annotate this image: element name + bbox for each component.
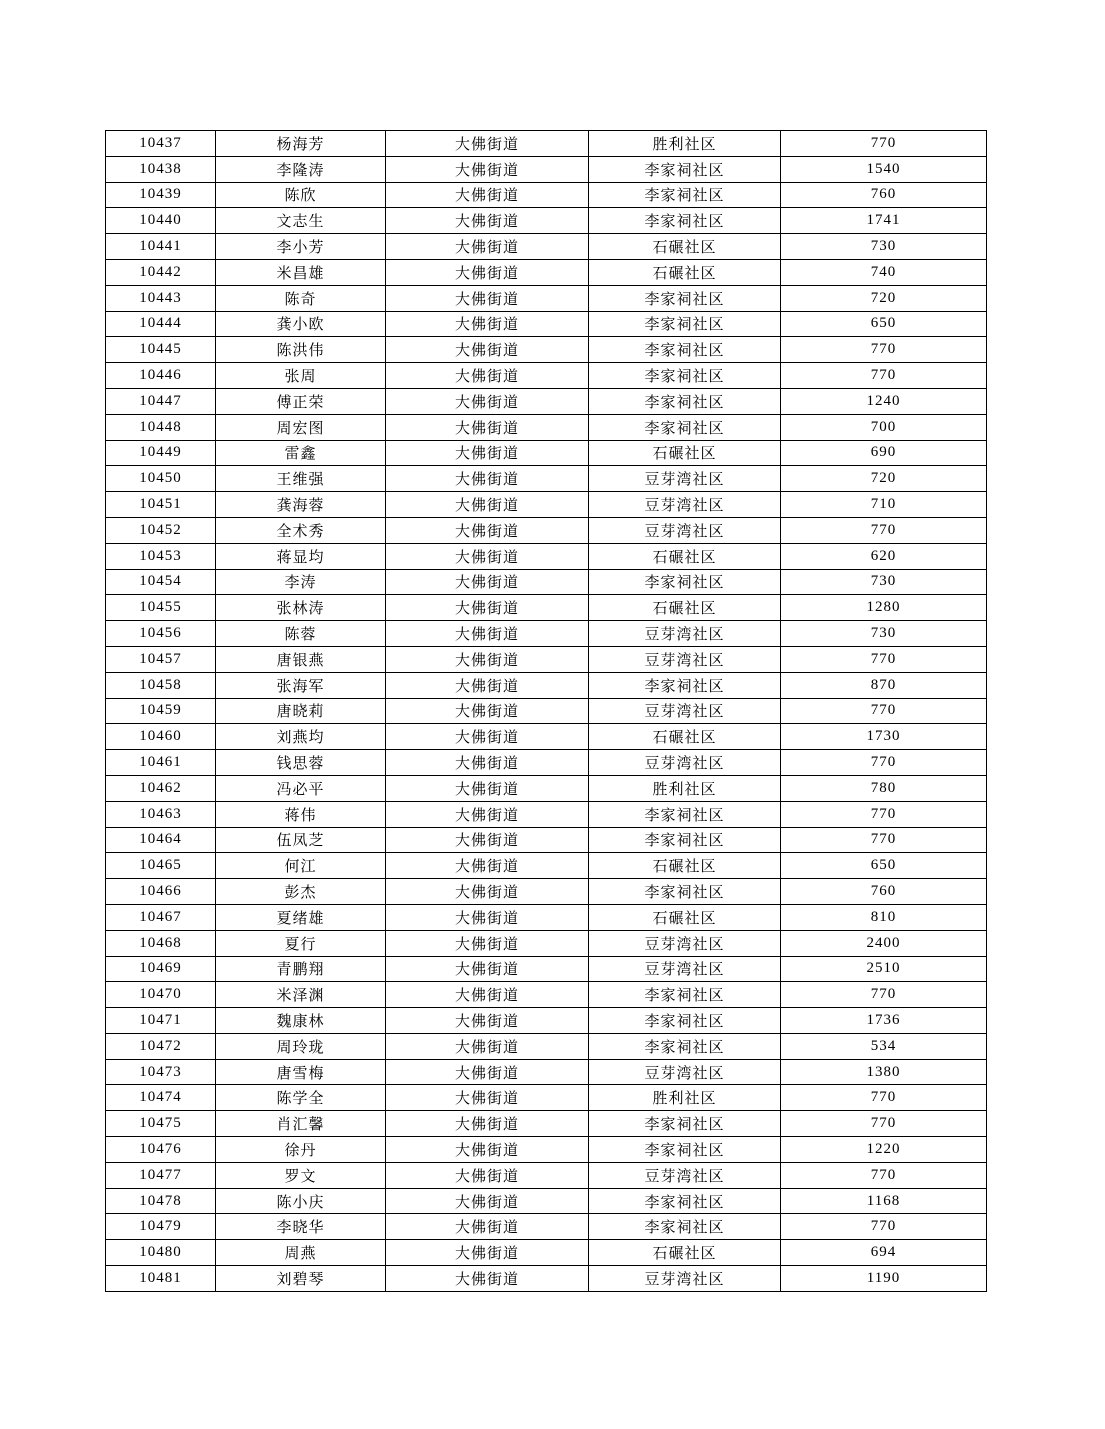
cell-community: 石碾社区 [589, 543, 781, 569]
cell-community: 李家祠社区 [589, 1214, 781, 1240]
table-row [106, 775, 987, 801]
table-row [106, 234, 987, 260]
cell-row-id: 10457 [106, 646, 216, 672]
cell-amount: 1280 [781, 595, 987, 621]
cell-community: 李家祠社区 [589, 672, 781, 698]
cell-person-name: 陈奇 [216, 285, 386, 311]
cell-street: 大佛街道 [386, 1266, 589, 1292]
cell-community: 石碾社区 [589, 853, 781, 879]
cell-amount: 2400 [781, 930, 987, 956]
cell-person-name: 张林涛 [216, 595, 386, 621]
cell-person-name: 李小芳 [216, 234, 386, 260]
cell-street: 大佛街道 [386, 234, 589, 260]
cell-street: 大佛街道 [386, 646, 589, 672]
cell-amount: 2510 [781, 956, 987, 982]
cell-person-name: 陈小庆 [216, 1188, 386, 1214]
cell-person-name: 陈蓉 [216, 621, 386, 647]
cell-row-id: 10458 [106, 672, 216, 698]
cell-amount: 1240 [781, 388, 987, 414]
cell-street: 大佛街道 [386, 853, 589, 879]
table-row [106, 956, 987, 982]
cell-community: 李家祠社区 [589, 285, 781, 311]
cell-street: 大佛街道 [386, 1008, 589, 1034]
cell-amount: 730 [781, 569, 987, 595]
cell-amount: 534 [781, 1033, 987, 1059]
cell-row-id: 10459 [106, 698, 216, 724]
cell-community: 李家祠社区 [589, 569, 781, 595]
table-row [106, 466, 987, 492]
cell-community: 李家祠社区 [589, 801, 781, 827]
cell-street: 大佛街道 [386, 879, 589, 905]
cell-street: 大佛街道 [386, 1033, 589, 1059]
cell-person-name: 刘碧琴 [216, 1266, 386, 1292]
cell-street: 大佛街道 [386, 182, 589, 208]
table-row [106, 827, 987, 853]
cell-amount: 770 [781, 337, 987, 363]
table-row [106, 724, 987, 750]
cell-amount: 770 [781, 982, 987, 1008]
cell-amount: 770 [781, 363, 987, 389]
records-table [105, 130, 987, 1292]
cell-street: 大佛街道 [386, 1214, 589, 1240]
table-row [106, 904, 987, 930]
cell-person-name: 蒋伟 [216, 801, 386, 827]
cell-row-id: 10439 [106, 182, 216, 208]
cell-person-name: 周宏图 [216, 414, 386, 440]
cell-row-id: 10451 [106, 492, 216, 518]
cell-amount: 700 [781, 414, 987, 440]
cell-amount: 770 [781, 1085, 987, 1111]
cell-row-id: 10456 [106, 621, 216, 647]
cell-street: 大佛街道 [386, 801, 589, 827]
cell-person-name: 徐丹 [216, 1137, 386, 1163]
cell-row-id: 10471 [106, 1008, 216, 1034]
cell-person-name: 傅正荣 [216, 388, 386, 414]
cell-person-name: 米昌雄 [216, 259, 386, 285]
table-row [106, 1266, 987, 1292]
cell-person-name: 何江 [216, 853, 386, 879]
cell-street: 大佛街道 [386, 1137, 589, 1163]
cell-street: 大佛街道 [386, 1085, 589, 1111]
cell-street: 大佛街道 [386, 750, 589, 776]
cell-person-name: 王维强 [216, 466, 386, 492]
cell-community: 李家祠社区 [589, 1033, 781, 1059]
cell-community: 李家祠社区 [589, 827, 781, 853]
cell-person-name: 张海军 [216, 672, 386, 698]
table-row [106, 1033, 987, 1059]
table-row [106, 930, 987, 956]
cell-community: 李家祠社区 [589, 414, 781, 440]
cell-amount: 760 [781, 879, 987, 905]
cell-street: 大佛街道 [386, 337, 589, 363]
cell-row-id: 10477 [106, 1162, 216, 1188]
table-row [106, 1137, 987, 1163]
table-row [106, 1240, 987, 1266]
cell-person-name: 周玲珑 [216, 1033, 386, 1059]
cell-community: 石碾社区 [589, 1240, 781, 1266]
cell-street: 大佛街道 [386, 1162, 589, 1188]
table-row [106, 853, 987, 879]
cell-amount: 770 [781, 827, 987, 853]
cell-row-id: 10460 [106, 724, 216, 750]
table-row [106, 156, 987, 182]
cell-street: 大佛街道 [386, 775, 589, 801]
cell-person-name: 龚海蓉 [216, 492, 386, 518]
table-row [106, 698, 987, 724]
cell-amount: 1736 [781, 1008, 987, 1034]
cell-person-name: 雷鑫 [216, 440, 386, 466]
cell-person-name: 杨海芳 [216, 131, 386, 157]
cell-row-id: 10463 [106, 801, 216, 827]
cell-community: 豆芽湾社区 [589, 646, 781, 672]
cell-street: 大佛街道 [386, 517, 589, 543]
cell-community: 李家祠社区 [589, 1111, 781, 1137]
cell-community: 李家祠社区 [589, 1137, 781, 1163]
cell-amount: 720 [781, 466, 987, 492]
table-row [106, 363, 987, 389]
cell-row-id: 10469 [106, 956, 216, 982]
cell-amount: 770 [781, 517, 987, 543]
cell-row-id: 10448 [106, 414, 216, 440]
table-row [106, 801, 987, 827]
table-row [106, 492, 987, 518]
cell-amount: 760 [781, 182, 987, 208]
cell-street: 大佛街道 [386, 1240, 589, 1266]
cell-row-id: 10475 [106, 1111, 216, 1137]
cell-row-id: 10438 [106, 156, 216, 182]
cell-amount: 1190 [781, 1266, 987, 1292]
cell-street: 大佛街道 [386, 698, 589, 724]
cell-community: 李家祠社区 [589, 879, 781, 905]
cell-row-id: 10442 [106, 259, 216, 285]
cell-amount: 1220 [781, 1137, 987, 1163]
cell-street: 大佛街道 [386, 827, 589, 853]
cell-row-id: 10476 [106, 1137, 216, 1163]
cell-street: 大佛街道 [386, 388, 589, 414]
cell-amount: 780 [781, 775, 987, 801]
cell-amount: 810 [781, 904, 987, 930]
table-row [106, 388, 987, 414]
cell-community: 李家祠社区 [589, 208, 781, 234]
table-row [106, 595, 987, 621]
table-row [106, 1008, 987, 1034]
cell-street: 大佛街道 [386, 930, 589, 956]
cell-community: 豆芽湾社区 [589, 698, 781, 724]
cell-community: 豆芽湾社区 [589, 492, 781, 518]
cell-person-name: 周燕 [216, 1240, 386, 1266]
cell-row-id: 10481 [106, 1266, 216, 1292]
cell-community: 豆芽湾社区 [589, 956, 781, 982]
cell-street: 大佛街道 [386, 363, 589, 389]
cell-row-id: 10440 [106, 208, 216, 234]
cell-person-name: 张周 [216, 363, 386, 389]
cell-community: 李家祠社区 [589, 1008, 781, 1034]
cell-community: 豆芽湾社区 [589, 1059, 781, 1085]
cell-person-name: 文志生 [216, 208, 386, 234]
cell-amount: 1730 [781, 724, 987, 750]
cell-street: 大佛街道 [386, 595, 589, 621]
table-row [106, 543, 987, 569]
table-row [106, 1111, 987, 1137]
cell-person-name: 唐晓莉 [216, 698, 386, 724]
cell-amount: 730 [781, 234, 987, 260]
cell-person-name: 刘燕均 [216, 724, 386, 750]
cell-street: 大佛街道 [386, 208, 589, 234]
cell-person-name: 李涛 [216, 569, 386, 595]
cell-row-id: 10441 [106, 234, 216, 260]
table-row [106, 646, 987, 672]
cell-amount: 870 [781, 672, 987, 698]
cell-amount: 620 [781, 543, 987, 569]
cell-community: 豆芽湾社区 [589, 517, 781, 543]
cell-row-id: 10454 [106, 569, 216, 595]
cell-person-name: 肖汇馨 [216, 1111, 386, 1137]
cell-street: 大佛街道 [386, 1188, 589, 1214]
table-row [106, 131, 987, 157]
cell-row-id: 10480 [106, 1240, 216, 1266]
table-row [106, 285, 987, 311]
cell-row-id: 10449 [106, 440, 216, 466]
cell-street: 大佛街道 [386, 1111, 589, 1137]
table-row [106, 879, 987, 905]
cell-street: 大佛街道 [386, 414, 589, 440]
cell-row-id: 10473 [106, 1059, 216, 1085]
cell-row-id: 10479 [106, 1214, 216, 1240]
cell-street: 大佛街道 [386, 156, 589, 182]
cell-community: 石碾社区 [589, 234, 781, 260]
cell-street: 大佛街道 [386, 956, 589, 982]
table-row [106, 337, 987, 363]
cell-person-name: 罗文 [216, 1162, 386, 1188]
cell-community: 豆芽湾社区 [589, 1266, 781, 1292]
cell-row-id: 10466 [106, 879, 216, 905]
cell-person-name: 龚小欧 [216, 311, 386, 337]
cell-community: 豆芽湾社区 [589, 466, 781, 492]
cell-row-id: 10447 [106, 388, 216, 414]
cell-person-name: 全术秀 [216, 517, 386, 543]
cell-amount: 710 [781, 492, 987, 518]
cell-row-id: 10461 [106, 750, 216, 776]
cell-person-name: 李隆涛 [216, 156, 386, 182]
cell-row-id: 10443 [106, 285, 216, 311]
cell-community: 石碾社区 [589, 595, 781, 621]
cell-person-name: 夏行 [216, 930, 386, 956]
cell-amount: 1168 [781, 1188, 987, 1214]
table-row [106, 621, 987, 647]
cell-community: 胜利社区 [589, 1085, 781, 1111]
table-row [106, 1162, 987, 1188]
table-row [106, 311, 987, 337]
cell-community: 石碾社区 [589, 259, 781, 285]
cell-amount: 770 [781, 750, 987, 776]
cell-street: 大佛街道 [386, 672, 589, 698]
cell-person-name: 李晓华 [216, 1214, 386, 1240]
cell-row-id: 10462 [106, 775, 216, 801]
cell-person-name: 冯必平 [216, 775, 386, 801]
cell-community: 李家祠社区 [589, 1188, 781, 1214]
cell-street: 大佛街道 [386, 492, 589, 518]
cell-street: 大佛街道 [386, 285, 589, 311]
cell-street: 大佛街道 [386, 982, 589, 1008]
cell-row-id: 10470 [106, 982, 216, 1008]
cell-street: 大佛街道 [386, 543, 589, 569]
cell-row-id: 10450 [106, 466, 216, 492]
cell-row-id: 10453 [106, 543, 216, 569]
cell-street: 大佛街道 [386, 466, 589, 492]
cell-row-id: 10472 [106, 1033, 216, 1059]
cell-row-id: 10452 [106, 517, 216, 543]
cell-person-name: 钱思蓉 [216, 750, 386, 776]
table-row [106, 259, 987, 285]
cell-amount: 720 [781, 285, 987, 311]
cell-amount: 1741 [781, 208, 987, 234]
cell-person-name: 陈学全 [216, 1085, 386, 1111]
cell-amount: 770 [781, 1111, 987, 1137]
cell-row-id: 10455 [106, 595, 216, 621]
table-row [106, 208, 987, 234]
cell-street: 大佛街道 [386, 440, 589, 466]
cell-person-name: 陈洪伟 [216, 337, 386, 363]
cell-person-name: 伍凤芝 [216, 827, 386, 853]
cell-row-id: 10444 [106, 311, 216, 337]
cell-amount: 730 [781, 621, 987, 647]
cell-amount: 1380 [781, 1059, 987, 1085]
cell-community: 豆芽湾社区 [589, 621, 781, 647]
cell-amount: 690 [781, 440, 987, 466]
cell-community: 豆芽湾社区 [589, 930, 781, 956]
table-row [106, 182, 987, 208]
cell-amount: 770 [781, 698, 987, 724]
cell-community: 李家祠社区 [589, 337, 781, 363]
cell-amount: 770 [781, 801, 987, 827]
cell-person-name: 唐银燕 [216, 646, 386, 672]
table-row [106, 1188, 987, 1214]
cell-person-name: 陈欣 [216, 182, 386, 208]
cell-person-name: 魏康林 [216, 1008, 386, 1034]
cell-amount: 1540 [781, 156, 987, 182]
cell-row-id: 10468 [106, 930, 216, 956]
cell-street: 大佛街道 [386, 621, 589, 647]
cell-person-name: 唐雪梅 [216, 1059, 386, 1085]
cell-amount: 694 [781, 1240, 987, 1266]
cell-amount: 770 [781, 1162, 987, 1188]
cell-community: 李家祠社区 [589, 311, 781, 337]
cell-community: 李家祠社区 [589, 982, 781, 1008]
cell-amount: 650 [781, 853, 987, 879]
table-row [106, 750, 987, 776]
cell-row-id: 10465 [106, 853, 216, 879]
cell-row-id: 10474 [106, 1085, 216, 1111]
cell-community: 李家祠社区 [589, 156, 781, 182]
table-row [106, 569, 987, 595]
cell-person-name: 蒋显均 [216, 543, 386, 569]
cell-row-id: 10464 [106, 827, 216, 853]
cell-amount: 650 [781, 311, 987, 337]
cell-person-name: 夏绪雄 [216, 904, 386, 930]
cell-street: 大佛街道 [386, 1059, 589, 1085]
cell-street: 大佛街道 [386, 904, 589, 930]
cell-person-name: 米泽渊 [216, 982, 386, 1008]
cell-community: 胜利社区 [589, 775, 781, 801]
cell-community: 李家祠社区 [589, 388, 781, 414]
cell-amount: 740 [781, 259, 987, 285]
cell-person-name: 青鹏翔 [216, 956, 386, 982]
cell-row-id: 10445 [106, 337, 216, 363]
cell-row-id: 10437 [106, 131, 216, 157]
cell-community: 石碾社区 [589, 904, 781, 930]
cell-community: 石碾社区 [589, 440, 781, 466]
cell-amount: 770 [781, 131, 987, 157]
table-row [106, 1214, 987, 1240]
cell-person-name: 彭杰 [216, 879, 386, 905]
cell-community: 李家祠社区 [589, 182, 781, 208]
table-row [106, 1059, 987, 1085]
cell-community: 胜利社区 [589, 131, 781, 157]
table-row [106, 517, 987, 543]
cell-row-id: 10446 [106, 363, 216, 389]
cell-street: 大佛街道 [386, 311, 589, 337]
table-row [106, 982, 987, 1008]
cell-community: 李家祠社区 [589, 363, 781, 389]
cell-row-id: 10467 [106, 904, 216, 930]
cell-row-id: 10478 [106, 1188, 216, 1214]
cell-community: 豆芽湾社区 [589, 1162, 781, 1188]
table-row [106, 414, 987, 440]
table-row [106, 440, 987, 466]
cell-street: 大佛街道 [386, 131, 589, 157]
records-table-body [106, 131, 987, 1292]
cell-street: 大佛街道 [386, 724, 589, 750]
cell-street: 大佛街道 [386, 569, 589, 595]
table-row [106, 1085, 987, 1111]
cell-community: 豆芽湾社区 [589, 750, 781, 776]
cell-community: 石碾社区 [589, 724, 781, 750]
cell-amount: 770 [781, 646, 987, 672]
cell-street: 大佛街道 [386, 259, 589, 285]
table-row [106, 672, 987, 698]
cell-amount: 770 [781, 1214, 987, 1240]
